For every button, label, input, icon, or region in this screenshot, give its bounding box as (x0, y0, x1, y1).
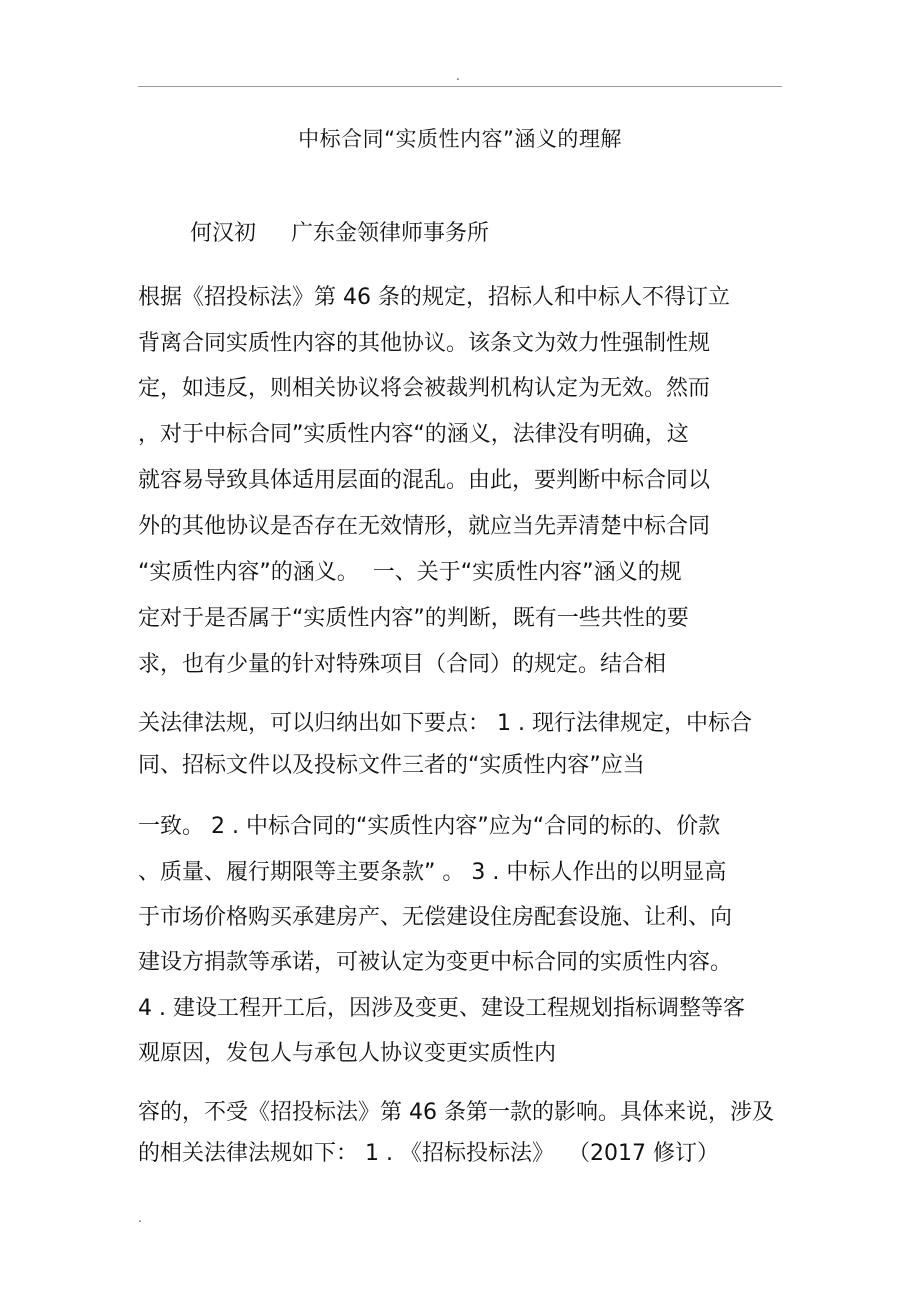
author-byline: 何汉初 广东金领律师事务所 (190, 221, 489, 246)
body-line: “实质性内容”的涵义。 一、关于“实质性内容”涵义的规 (138, 560, 682, 585)
header-mark: . (456, 69, 460, 83)
body-line: 容的，不受《招投标法》第 46 条第一款的影响。具体来说，涉及 (138, 1100, 774, 1125)
body-line: 、质量、履行期限等主要条款” 。 3 . 中标人作出的以明显高 (138, 860, 727, 885)
body-line: 求，也有少量的针对特殊项目（合同）的规定。结合相 (138, 652, 667, 677)
body-line: 同、招标文件以及投标文件三者的“实质性内容”应当 (138, 753, 645, 778)
body-line: 就容易导致具体适用层面的混乱。由此，要判断中标合同以 (138, 468, 711, 493)
body-line: 外的其他协议是否存在无效情形，就应当先弄清楚中标合同 (138, 514, 711, 539)
body-line: 建设方捐款等承诺，可被认定为变更中标合同的实质性内容。 (138, 950, 733, 975)
footer-mark: . (138, 1211, 142, 1225)
header-rule (138, 86, 782, 87)
body-line: 观原因，发包人与承包人协议变更实质性内 (138, 1041, 557, 1066)
body-line: 4 . 建设工程开工后，因涉及变更、建设工程规划指标调整等客 (138, 996, 745, 1021)
body-line: ，对于中标合同”实质性内容“的涵义，法律没有明确，这 (138, 422, 689, 447)
body-line: 定对于是否属于“实质性内容”的判断，既有一些共性的要 (138, 606, 689, 631)
body-line: 一致。 2 . 中标合同的“实质性内容”应为“合同的标的、价款 (138, 814, 721, 839)
body-line: 定，如违反，则相关协议将会被裁判机构认定为无效。然而 (138, 376, 711, 401)
body-line: 背离合同实质性内容的其他协议。该条文为效力性强制性规 (138, 331, 711, 356)
body-line: 关法律法规，可以归纳出如下要点： 1 . 现行法律规定，中标合 (138, 711, 752, 736)
body-line: 于市场价格购买承建房产、无偿建设住房配套设施、让利、向 (138, 905, 733, 930)
body-line: 根据《招投标法》第 46 条的规定，招标人和中标人不得订立 (138, 285, 730, 310)
body-line: 的相关法律法规如下： 1 . 《招标投标法》 （2017 修订） (138, 1141, 719, 1166)
document-title: 中标合同“实质性内容”涵义的理解 (298, 127, 622, 151)
